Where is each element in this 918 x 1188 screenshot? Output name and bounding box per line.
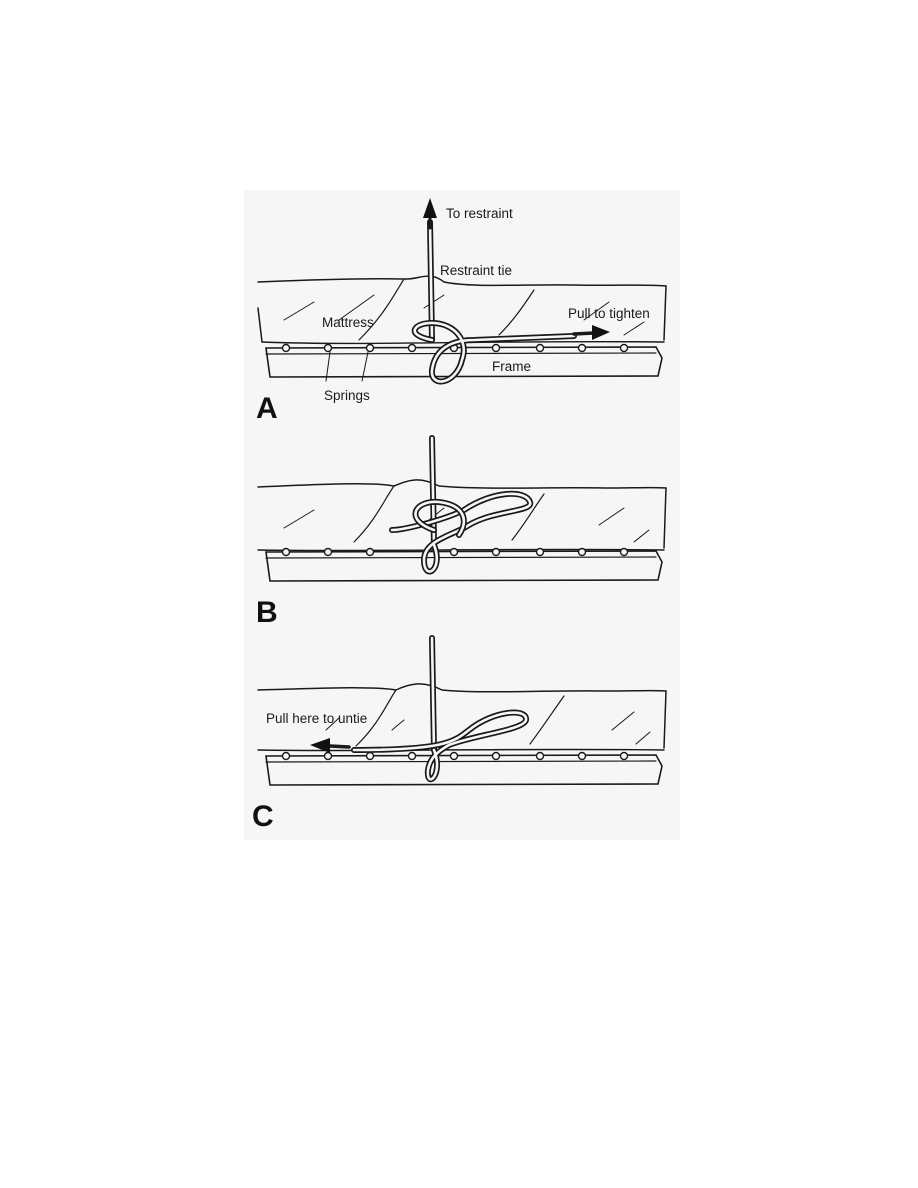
panel-letter-c: C xyxy=(252,800,274,833)
panel-letter-a: A xyxy=(256,392,278,425)
label-to-restraint: To restraint xyxy=(446,206,513,221)
knot-diagram xyxy=(244,190,680,840)
label-mattress: Mattress xyxy=(322,315,374,330)
label-frame: Frame xyxy=(492,359,532,374)
frame-bar-c xyxy=(266,755,662,785)
label-restraint-tie: Restraint tie xyxy=(440,263,513,278)
frame-bar-b xyxy=(266,551,662,581)
label-springs: Springs xyxy=(324,388,370,403)
panel-letter-b: B xyxy=(256,596,278,629)
label-pull-to-tighten: Pull to tighten xyxy=(568,306,650,321)
label-pull-here-to-untie: Pull here to untie xyxy=(266,711,368,726)
